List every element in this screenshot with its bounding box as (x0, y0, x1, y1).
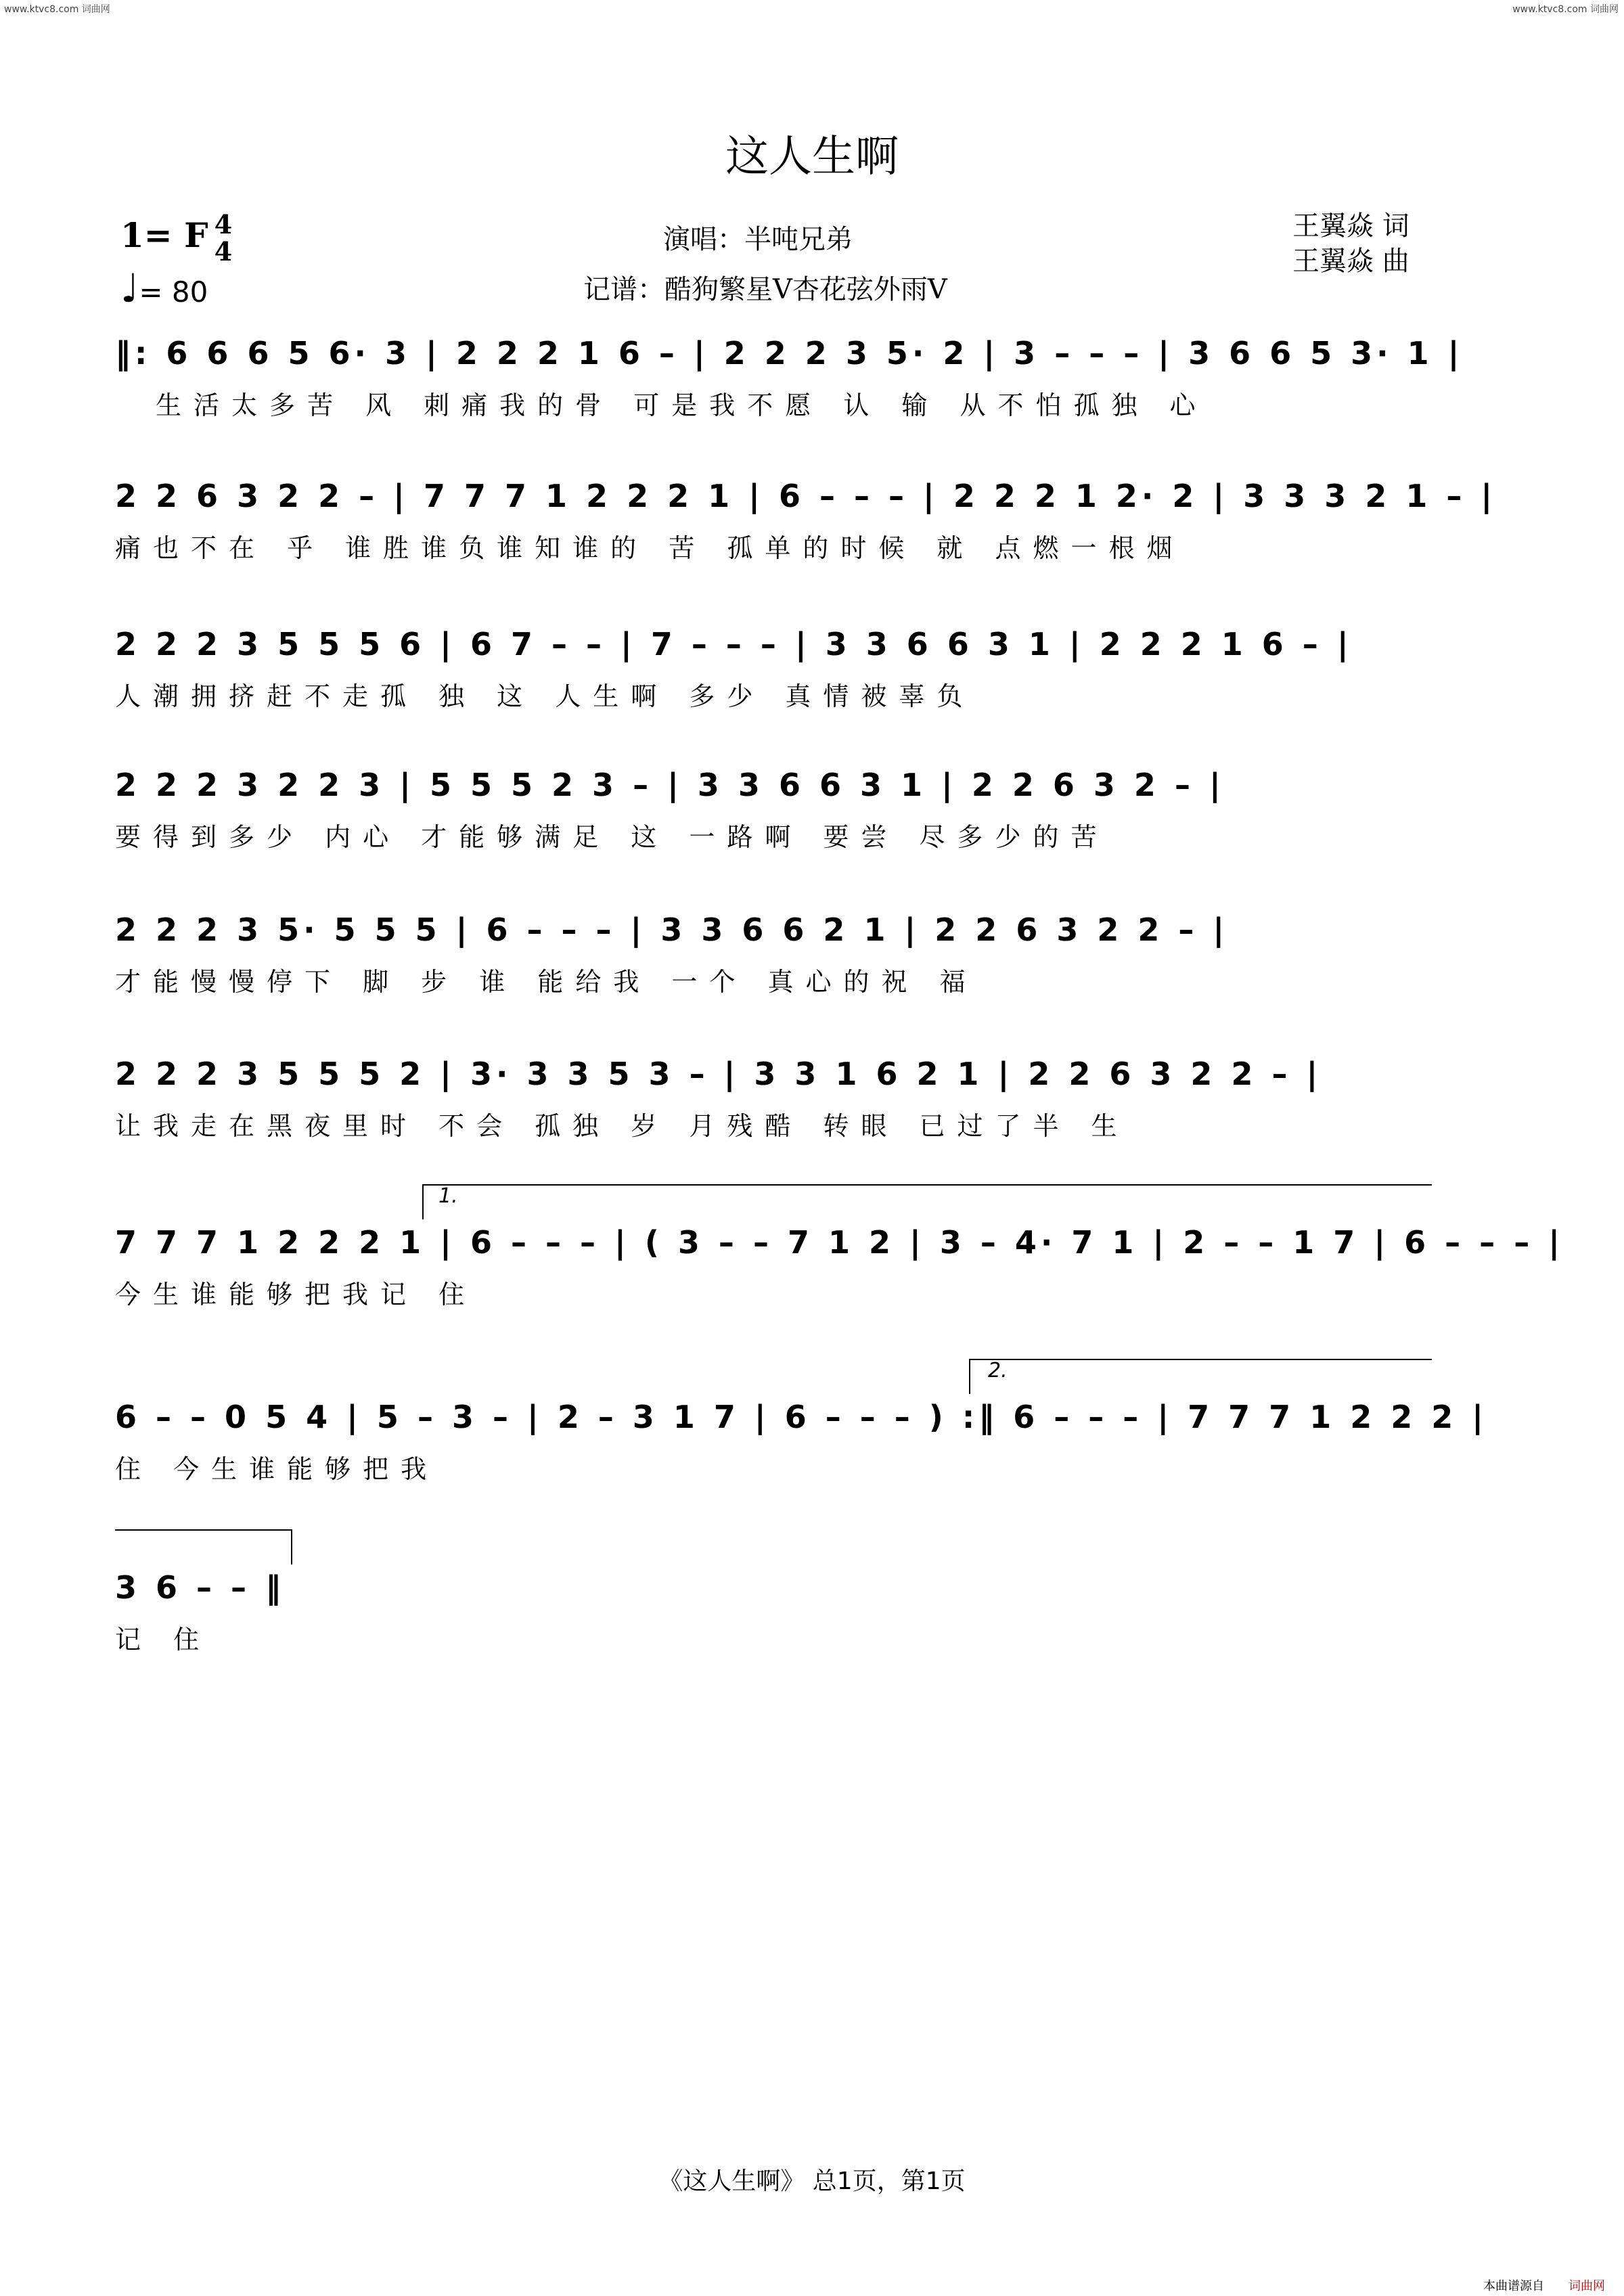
quarter-note-icon: ♩ (120, 265, 139, 311)
composer-credit: 王翼焱 曲 (1292, 246, 1409, 277)
page-info-footer: 《这人生啊》 总1页，第1页 (658, 2167, 966, 2195)
volta-label-1: 1. (438, 1184, 458, 1208)
notation-line: 2 2 2 3 5 5 5 6 | 6 7 – – | 7 – – – | 3 3 6 6 3 1 | 2 2 2 1 6 – | (115, 626, 1353, 662)
site-header-left[interactable]: www.ktvc8.com 词曲网 (4, 4, 110, 15)
time-signature-top: 4 (214, 209, 233, 240)
time-signature (210, 211, 237, 265)
lyric-line: 生活太多苦 风 刺痛我的骨 可是我不愿 认 输 从不怕孤独 心 (156, 390, 1208, 420)
lyric-line: 让我走在黑夜里时 不会 孤独 岁 月残酷 转眼 已过了半 生 (115, 1111, 1129, 1141)
lyric-line: 人潮拥挤赶不走孤 独 这 人生啊 多少 真情被辜负 (115, 681, 975, 711)
notation-line: ‖: 6 6 6 5 6· 3 | 2 2 2 1 6 – | 2 2 2 3 5· 2 | 3 – – – | 3 6 6 5 3· 1 | (115, 335, 1464, 372)
notation-line: 7 7 7 1 2 2 2 1 | 6 – – – | ( 3 – – 7 1 2 | 3 – 4· 7 1 | 2 – – 1 7 | 6 – – – | (115, 1224, 1564, 1261)
corner-brand-link[interactable]: 词曲网 (1569, 2279, 1605, 2293)
song-title: 这人生啊 (725, 132, 899, 182)
lyric-line: 住 今生谁能够把我 (115, 1454, 439, 1484)
time-signature-bottom: 4 (214, 236, 233, 267)
volta-bracket-1 (422, 1184, 1432, 1219)
notation-line: 6 – – 0 5 4 | 5 – 3 – | 2 – 3 1 7 | 6 – – – ) :‖ 6 – – – | 7 7 7 1 2 2 2 | (115, 1399, 1488, 1435)
volta-bracket-2 (969, 1359, 1432, 1394)
lyric-line: 要得到多少 内心 才能够满足 这 一路啊 要尝 尽多少的苦 (115, 822, 1109, 852)
lyric-line: 今生谁能够把我记 住 (115, 1280, 477, 1309)
lyric-line: 痛也不在 乎 谁胜谁负谁知谁的 苦 孤单的时候 就 点燃一根烟 (115, 533, 1185, 563)
tempo-value: = 80 (139, 275, 208, 309)
transcriber-credit: 记谱：酷狗繁星V杏花弦外雨V (583, 274, 947, 305)
volta-label-2: 2. (988, 1359, 1008, 1382)
notation-line: 2 2 2 3 5 5 5 2 | 3· 3 3 5 3 – | 3 3 1 6 2 1 | 2 2 6 3 2 2 – | (115, 1056, 1322, 1092)
singer-credit: 演唱：半吨兄弟 (663, 224, 853, 255)
key-signature: 1= F (120, 215, 208, 255)
notation-line: 2 2 2 3 2 2 3 | 5 5 5 2 3 – | 3 3 6 6 3 1 | 2 2 6 3 2 – | (115, 767, 1225, 803)
lyricist-credit: 王翼焱 词 (1292, 210, 1409, 242)
lyric-line: 才能慢慢停下 脚 步 谁 能给我 一个 真心的祝 福 (115, 967, 978, 997)
notation-line: 3 6 – – ‖ (115, 1569, 286, 1606)
corner-source-text: 本曲谱源自 (1483, 2279, 1544, 2293)
tempo-marking (120, 265, 208, 311)
volta-continuation (115, 1529, 292, 1565)
notation-line: 2 2 2 3 5· 5 5 5 | 6 – – – | 3 3 6 6 2 1 | 2 2 6 3 2 2 – | (115, 911, 1229, 948)
site-header-right[interactable]: www.ktvc8.com 词曲网 (1512, 4, 1619, 15)
notation-line: 2 2 6 3 2 2 – | 7 7 7 1 2 2 2 1 | 6 – – – | 2 2 2 1 2· 2 | 3 3 3 2 1 – | (115, 478, 1497, 514)
lyric-line: 记 住 (115, 1625, 212, 1655)
